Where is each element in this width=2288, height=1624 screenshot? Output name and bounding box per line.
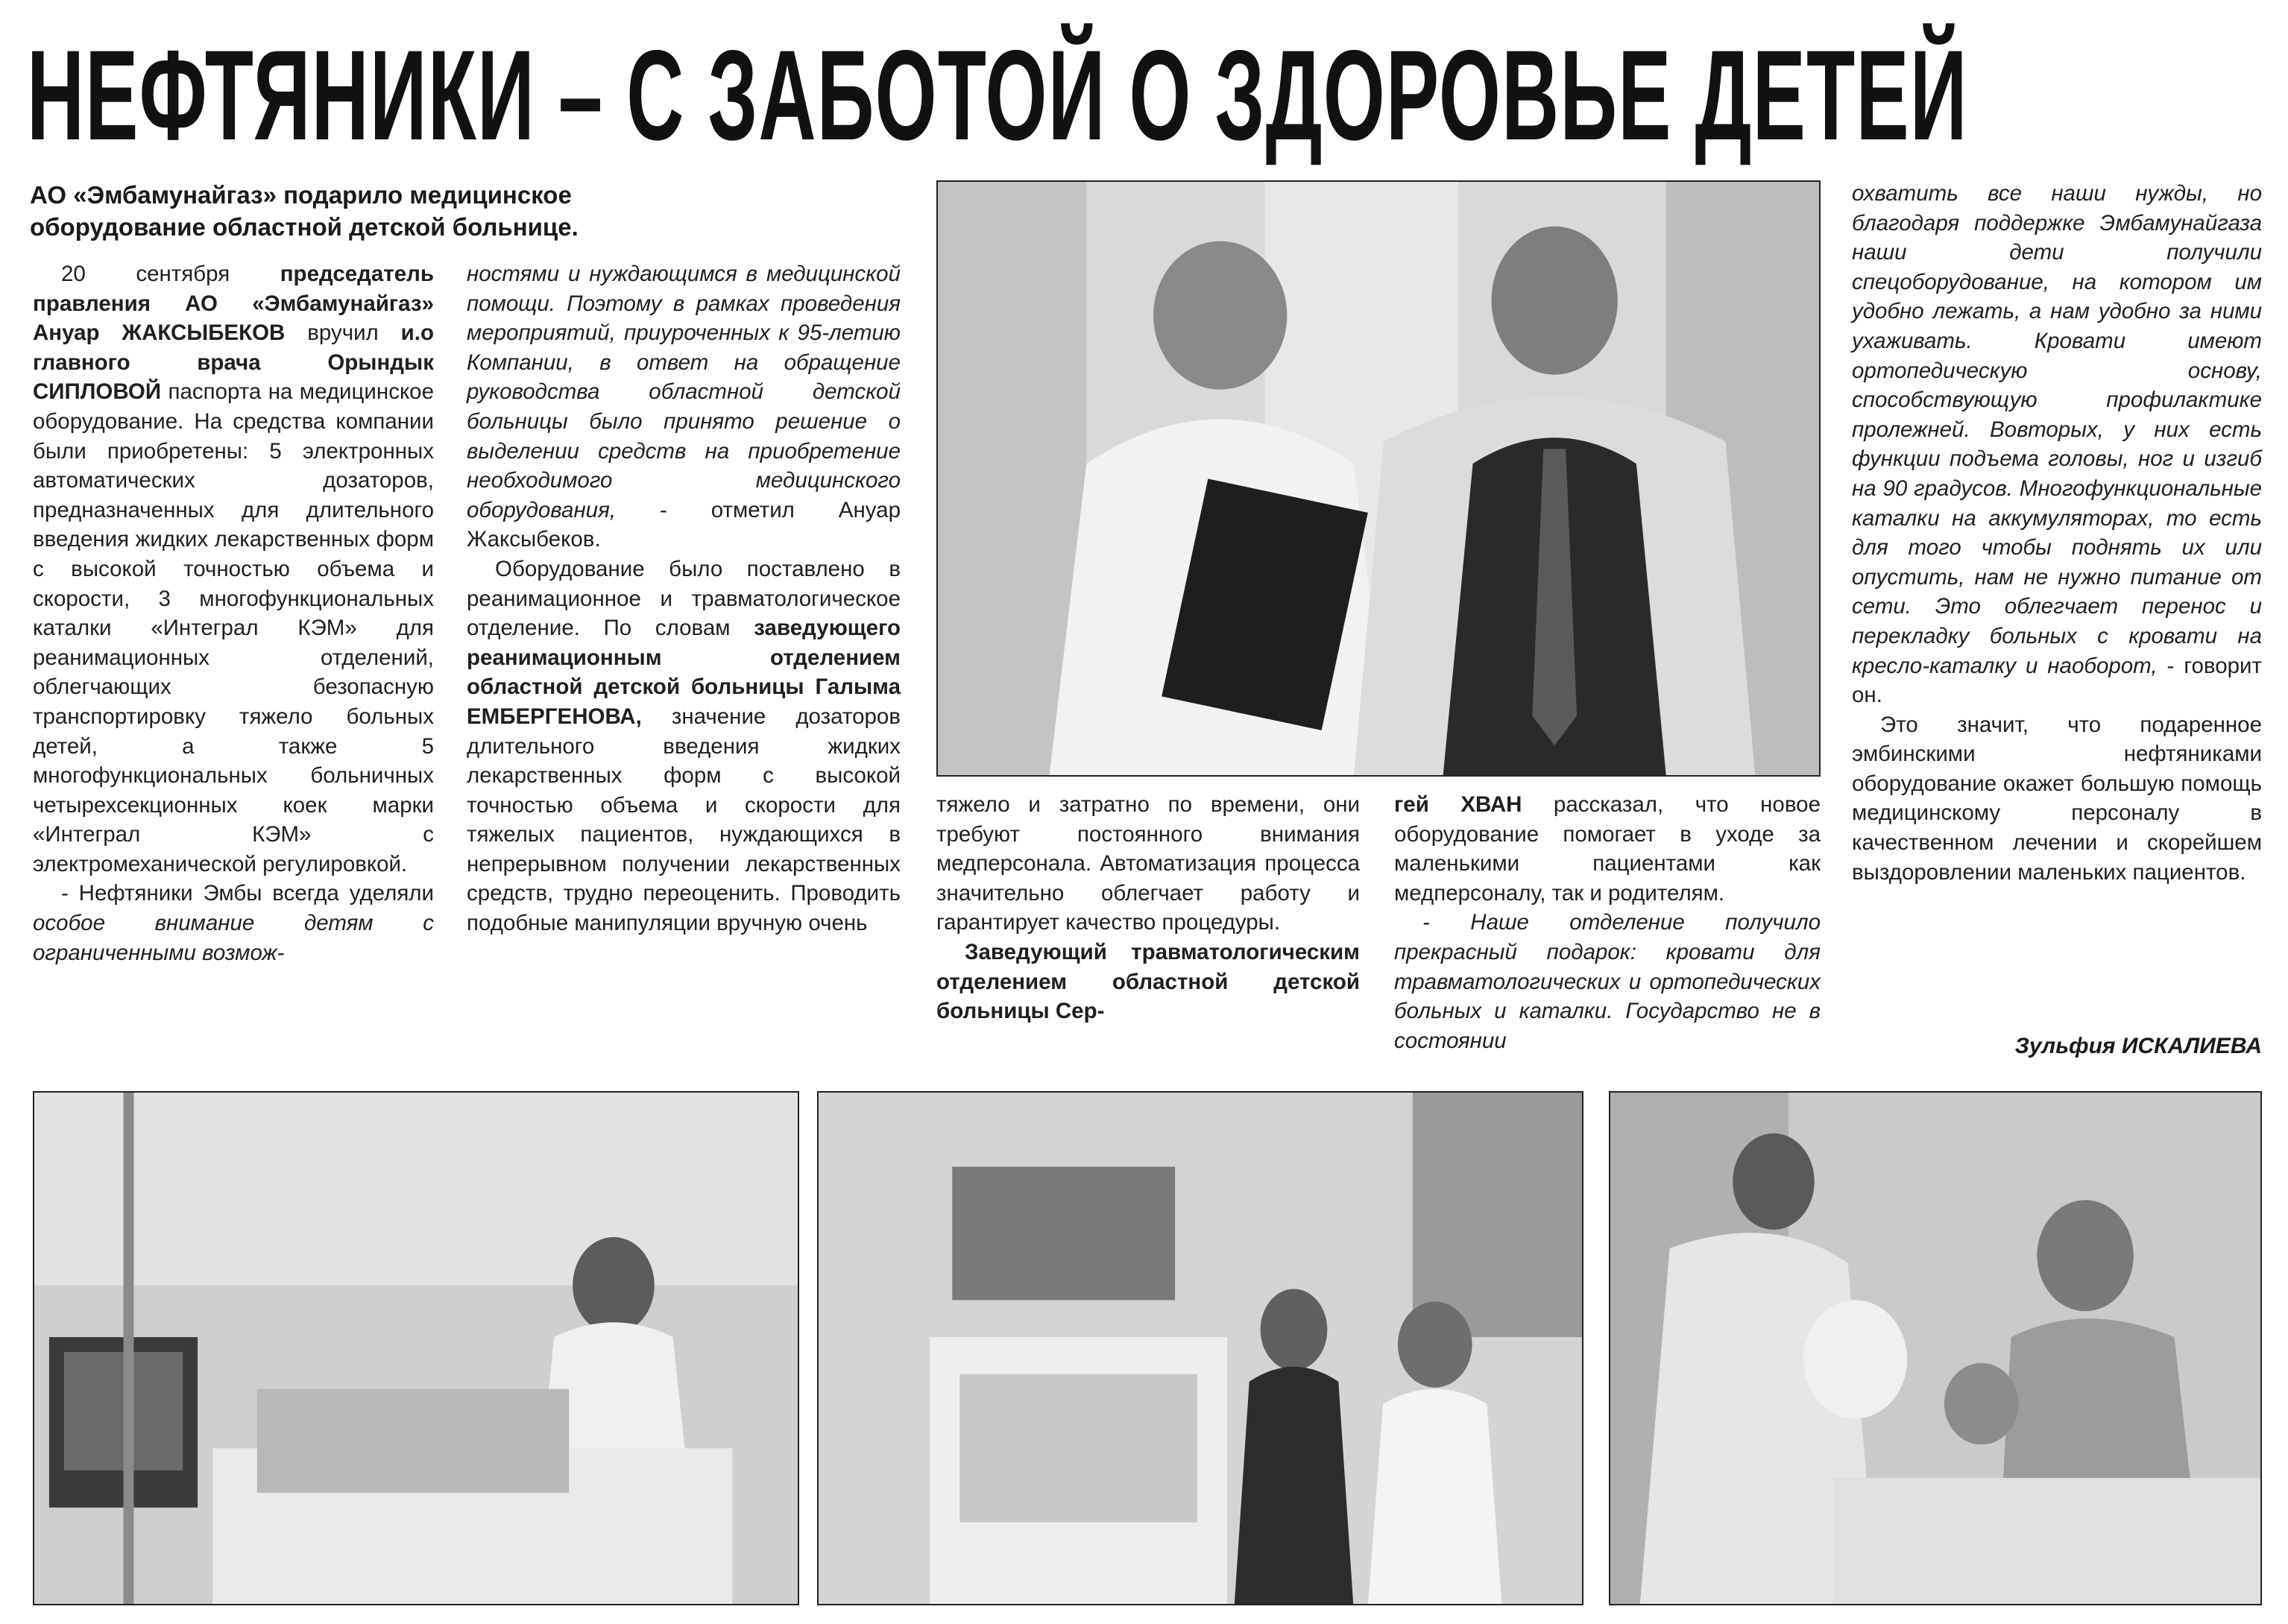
text-column-2 — [467, 259, 901, 938]
photo-placeholder-graphic — [938, 182, 1819, 775]
article-headline: НЕФТЯНИКИ – С ЗАБОТОЙ О ЗДОРОВЬЕ ДЕТЕЙ — [27, 24, 1968, 167]
photo-doctors-incubator — [817, 1091, 1583, 1605]
article-byline: Зульфия ИСКАЛИЕВА — [2014, 1034, 2262, 1058]
paragraph: Оборудование было поставлено в реанимационное и травматологическое отделение. По словам заведующего реанимационным отделением областной детской больницы Галыма ЕМБЕРГЕНОВА, значение дозаторов длительного введения жидких лекарственных форм с высокой точностью объема и скорости для тяжелых пациентов, нуждающихся в непрерывном получении лекарственных средств, трудно переоценить. Проводить подобные манипуляции вручную очень — [467, 556, 901, 936]
paragraph: Заведующий травматологическим отделением областной детской больницы Сер- — [936, 939, 1360, 1024]
photo-nurse-incubator — [33, 1091, 799, 1605]
photo-placeholder-graphic — [34, 1093, 798, 1604]
text-column-1 — [33, 259, 434, 967]
text-column-3 — [936, 790, 1360, 1026]
paragraph: Это значит, что подаренное эмбинскими нефтяниками оборудование окажет большую помощь медицинскому персоналу в качественном лечении и скорейшем выздоровлении маленьких пациентов. — [1852, 712, 2262, 885]
lead-line-1: АО «Эмбамунайгаз» подарило медицинское — [30, 181, 572, 209]
text-column-5 — [1852, 179, 2262, 887]
photo-placeholder-graphic — [819, 1093, 1582, 1604]
paragraph: ностями и нуждающимся в медицинской помощи. Поэтому в рамках проведения мероприятий, приуроченных к 95-летию Компании, в ответ на обращение руководства областной детской больницы было принято решение о выделении средств на приобретение необходимого медицинского оборудования, - отметил Ануар Жаксыбеков. — [467, 262, 901, 552]
photo-placeholder-graphic — [1610, 1093, 2260, 1604]
paragraph: - Нефтяники Эмбы всегда уделяли особое внимание детям с ограниченными возмож- — [33, 881, 434, 965]
article-lead — [30, 179, 895, 243]
paragraph: 20 сентября председатель правления АО «Эмбамунайгаз» Ануар ЖАКСЫБЕКОВ вручил и.о главного врача Орындык СИПЛОВОЙ паспорта на медицинское оборудование. На средства компании были приобретены: 5 электронных автоматических дозаторов, предназначенных для длительного введения жидких лекарственных форм с высокой точностью объема и скорости, 3 многофункциональных каталки «Интеграл КЭМ» для реанимационных отделений, облегчающих безопасную транспортировку тяжело больных детей, а также 5 многофункциональных больничных четырехсекционных коек марки «Интеграл КЭМ» с электромеханической регулировкой. — [33, 262, 434, 876]
paragraph: - Наше отделение получило прекрасный подарок: кровати для травматологических и ортопедических больных и каталки. Государство не в состоянии — [1394, 910, 1821, 1053]
photo-child-in-bed — [1609, 1091, 2262, 1605]
photo-award-ceremony — [936, 180, 1821, 777]
paragraph: тяжело и затратно по времени, они требуют постоянного внимания медперсонала. Автоматизация процесса значительно облегчает работу и гарантирует качество процедуры. — [936, 792, 1360, 935]
paragraph: гей ХВАН рассказал, что новое оборудование помогает в уходе за маленькими пациентами как медперсоналу, так и родителям. — [1394, 792, 1821, 906]
paragraph: охватить все наши нужды, но благодаря поддержке Эмбамунайгаза наши дети получили спецоборудование, на котором им удобно лежать, а нам удобно за ними ухаживать. Кровати имеют ортопедическую основу, способствующую профилактике пролежней. Вовторых, у них есть функции подъема головы, ног и изгиб на 90 градусов. Многофункциональные каталки на аккумуляторах, то есть для того чтобы поднять их или опустить, нам не нужно питание от сети. Это облегчает перенос и перекладку больных с кровати на кресло-каталку и наоборот, - говорит он. — [1852, 181, 2262, 708]
lead-line-2: оборудование областной детской больнице. — [30, 213, 579, 241]
text-column-4 — [1394, 790, 1821, 1055]
